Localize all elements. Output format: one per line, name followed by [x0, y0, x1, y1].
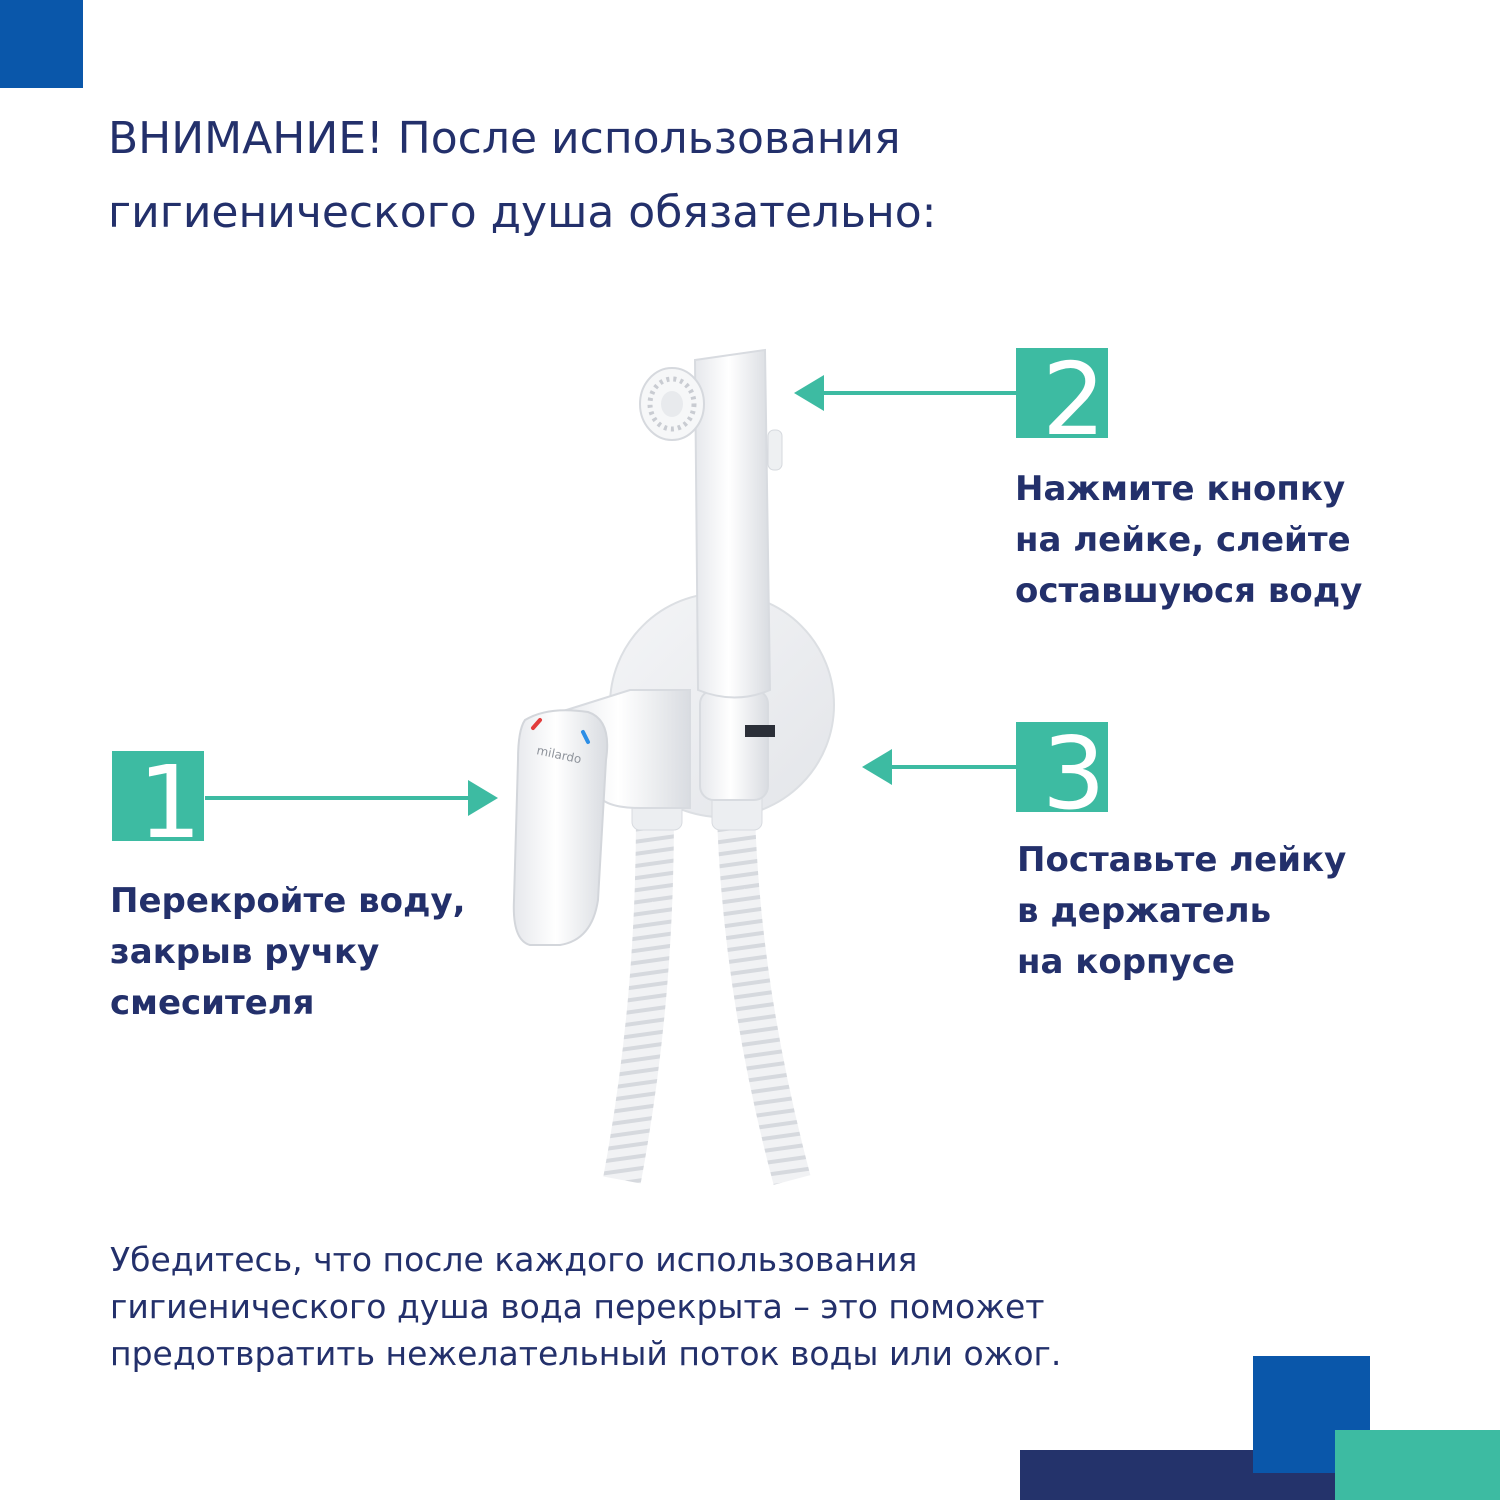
- step-2-line-2: на лейке, слейте: [1015, 520, 1351, 560]
- step-3-number-badge: [1016, 722, 1108, 812]
- step-2-line-1: Нажмите кнопку: [1015, 469, 1346, 509]
- hose-right: [736, 815, 792, 1180]
- step-2-number: 2: [1042, 348, 1106, 438]
- mixer-lever: [514, 710, 607, 945]
- step-1-line-3: смесителя: [110, 983, 315, 1023]
- step-3-text: [1017, 835, 1346, 988]
- footnote-line-1: Убедитесь, что после каждого использования: [110, 1240, 918, 1279]
- footnote: [110, 1236, 1170, 1377]
- step-2-line-3: оставшуюся воду: [1015, 571, 1363, 611]
- step-2-text: [1015, 464, 1362, 617]
- arrow-step-2-head: [794, 375, 824, 411]
- step-1-text: [110, 876, 466, 1029]
- step-1-line-2: закрыв ручку: [110, 932, 380, 972]
- shower-button: [768, 430, 782, 470]
- step-1-number: 1: [138, 751, 202, 841]
- headline-line-2: гигиенического душа обязательно:: [108, 187, 937, 238]
- shower-holder: [700, 690, 768, 800]
- hose-left: [622, 815, 655, 1180]
- step-3-line-2: в держатель: [1017, 891, 1272, 931]
- holder-ring: [745, 725, 775, 737]
- step-2-number-badge: [1016, 348, 1108, 438]
- footnote-line-2: гигиенического душа вода перекрыта – это поможет: [110, 1287, 1045, 1326]
- step-3-line-1: Поставьте лейку: [1017, 840, 1347, 880]
- footnote-line-3: предотвратить нежелательный поток воды или ожог.: [110, 1334, 1062, 1373]
- headline-line-1: ВНИМАНИЕ! После использования: [108, 113, 901, 164]
- step-1-number-badge: [112, 751, 204, 841]
- brand-logo: milardo: [535, 743, 583, 767]
- shower-handle: [695, 350, 770, 698]
- arrow-step-3-head: [862, 749, 892, 785]
- arrow-step-1-head: [468, 780, 498, 816]
- step-3-number: 3: [1042, 722, 1106, 812]
- step-1-line-1: Перекройте воду,: [110, 881, 466, 921]
- step-3-line-3: на корпусе: [1017, 942, 1235, 982]
